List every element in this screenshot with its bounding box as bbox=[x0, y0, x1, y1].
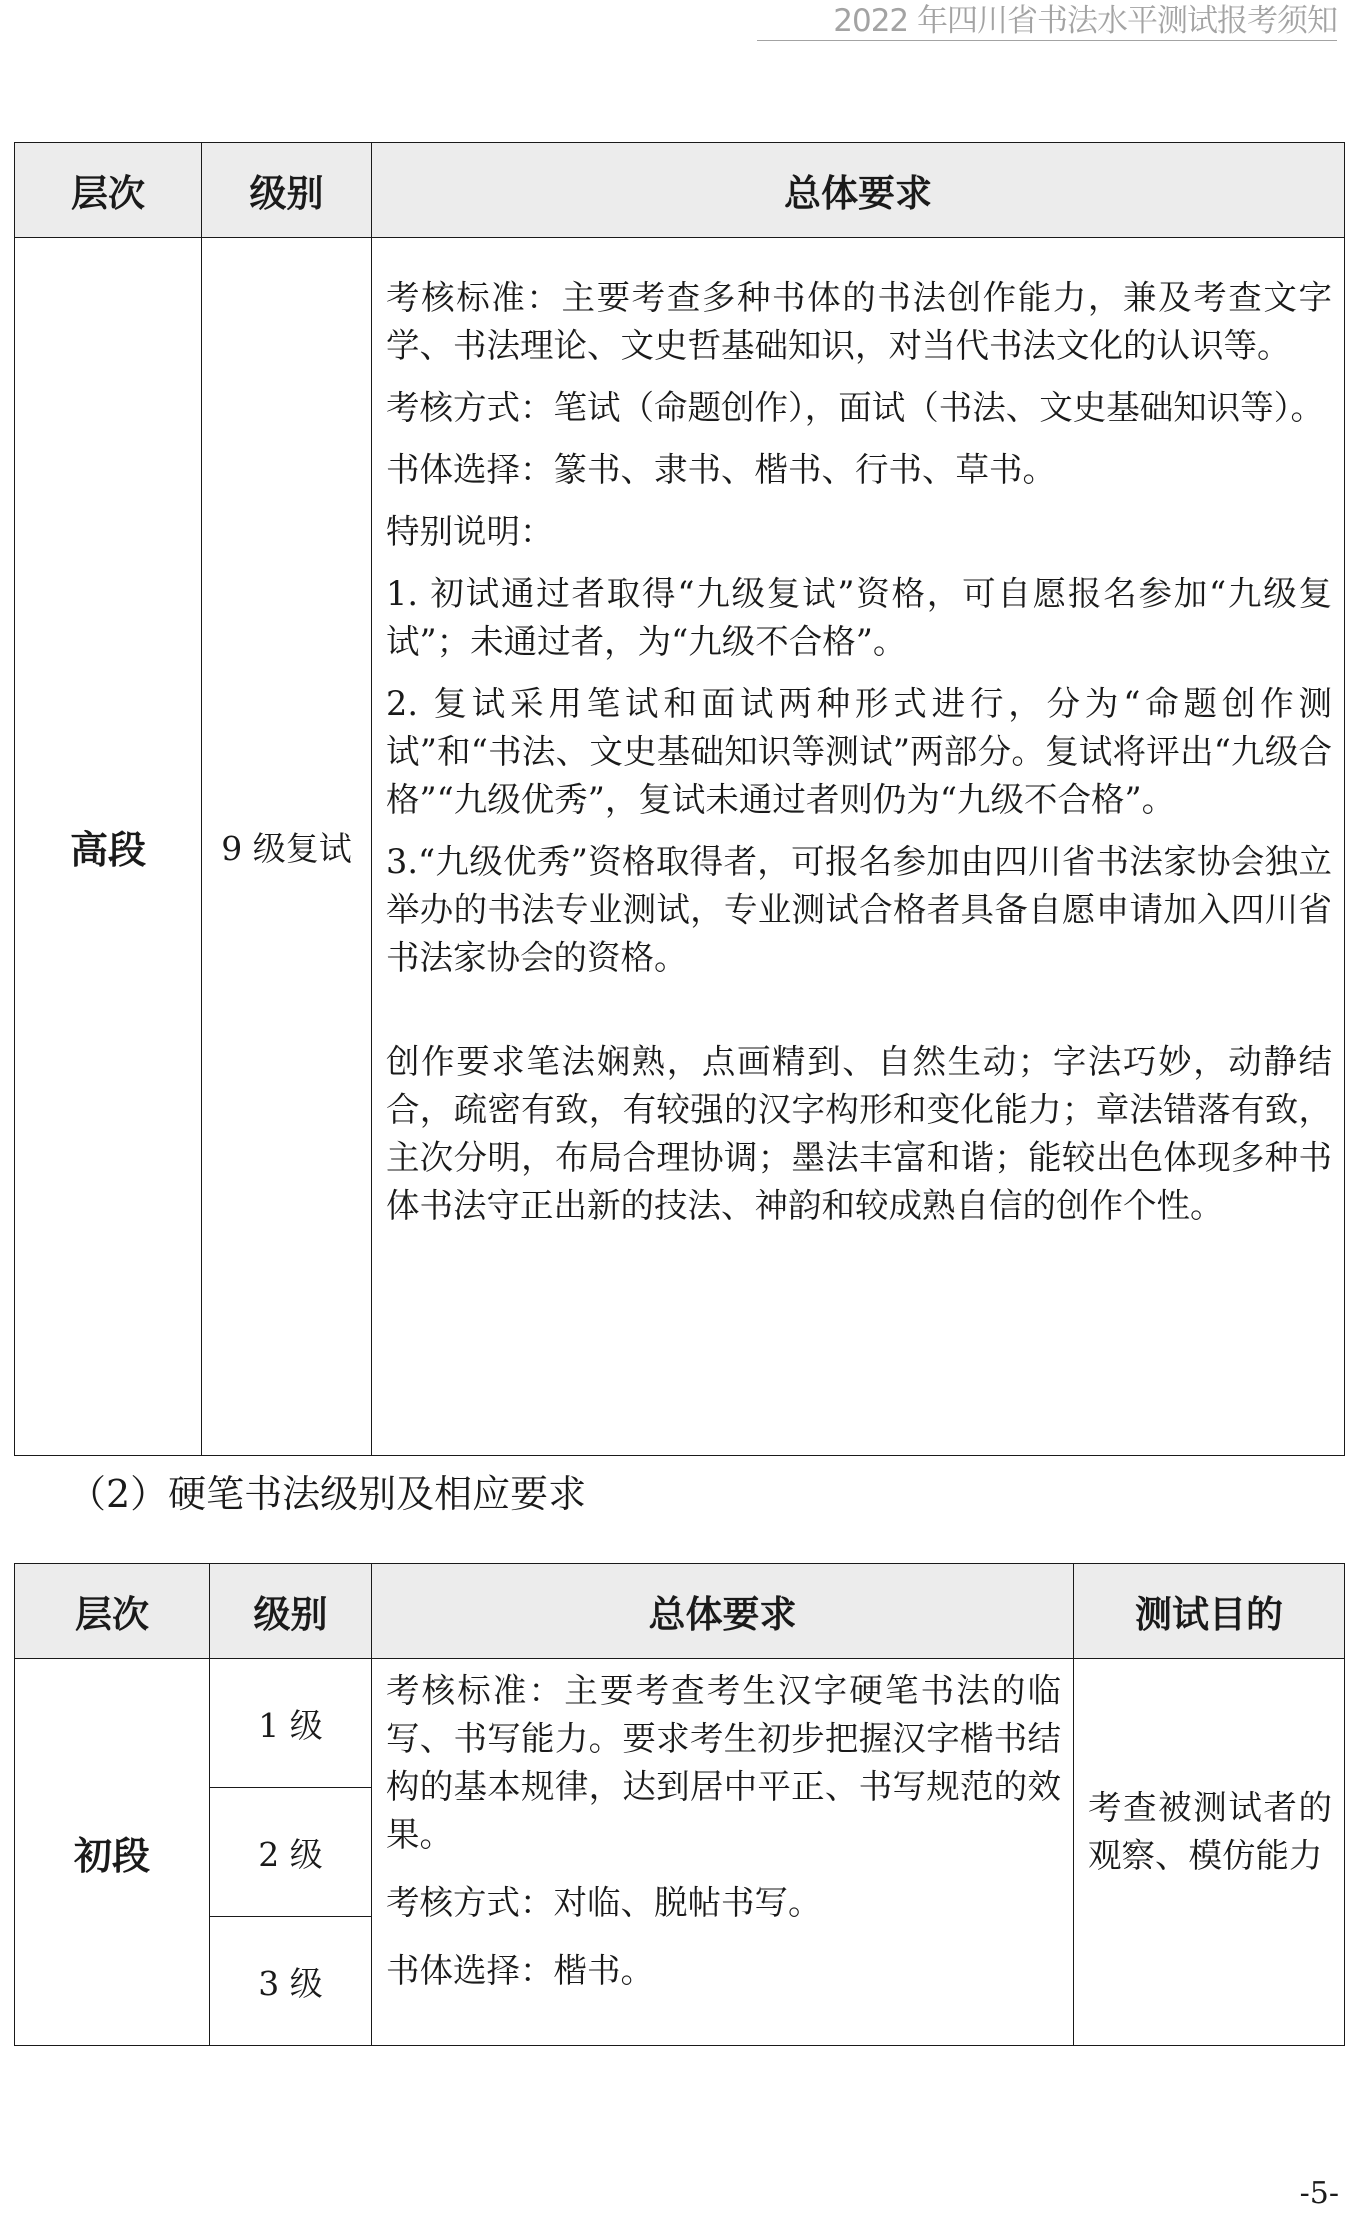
header-cell-level: 级别 bbox=[210, 1564, 372, 1659]
table-header-row bbox=[15, 1564, 1345, 1659]
header-cell-level: 级别 bbox=[202, 143, 372, 238]
requirement-paragraph: 2. 复试采用笔试和面试两种形式进行，分为“命题创作测试”和“书法、文史基础知识等测试”两部分。复试将评出“九级合格”“九级优秀”，复试未通过者则仍为“九级不合格”。 bbox=[386, 684, 1332, 819]
table-row bbox=[15, 1659, 1345, 1788]
requirement-paragraph: 书体选择：篆书、隶书、楷书、行书、草书。 bbox=[386, 450, 1056, 489]
header-cell-tier: 层次 bbox=[15, 1564, 210, 1659]
requirement-paragraph: 特别说明： bbox=[386, 512, 554, 551]
requirement-paragraph: 书体选择：楷书。 bbox=[386, 1951, 654, 1990]
requirement-paragraph: 创作要求笔法娴熟，点画精到、自然生动；字法巧妙，动静结合，疏密有致，有较强的汉字构形和变化能力；章法错落有致，主次分明，布局合理协调；墨法丰富和谐；能较出色体现多种书体书法守正出新的技法、神韵和较成熟自信的创作个性。 bbox=[386, 1042, 1332, 1225]
header-cell-requirements: 总体要求 bbox=[372, 1564, 1074, 1659]
requirements-cell bbox=[372, 238, 1345, 1456]
requirement-paragraph: 3.“九级优秀”资格取得者，可报名参加由四川省书法家协会独立举办的书法专业测试，专业测试合格者具备自愿申请加入四川省书法家协会的资格。 bbox=[386, 842, 1332, 977]
running-header: 2022 年四川省书法水平测试报考须知 bbox=[757, 4, 1337, 41]
requirement-paragraph: 考核标准：主要考查多种书体的书法创作能力，兼及考查文字学、书法理论、文史哲基础知识，对当代书法文化的认识等。 bbox=[386, 278, 1332, 365]
section-caption: （2）硬笔书法级别及相应要求 bbox=[68, 1472, 587, 1516]
purpose-cell: 考查被测试者的观察、模仿能力 bbox=[1074, 1659, 1345, 2046]
requirement-paragraph: 考核方式：笔试（命题创作），面试（书法、文史基础知识等）。 bbox=[386, 388, 1324, 427]
level-cell: 1 级 bbox=[210, 1659, 372, 1788]
segment-cell: 初段 bbox=[15, 1659, 210, 2046]
requirement-paragraph: 考核方式：对临、脱帖书写。 bbox=[386, 1883, 822, 1922]
header-cell-tier: 层次 bbox=[15, 143, 202, 238]
level-cell: 3 级 bbox=[210, 1917, 372, 2046]
hard-pen-calligraphy-table bbox=[14, 1563, 1345, 2046]
requirements-cell bbox=[372, 1659, 1074, 2046]
header-cell-purpose: 测试目的 bbox=[1074, 1564, 1345, 1659]
level-cell: 2 级 bbox=[210, 1788, 372, 1917]
table-row bbox=[15, 238, 1345, 1456]
brush-calligraphy-table bbox=[14, 142, 1345, 1456]
level-cell: 9 级复试 bbox=[202, 238, 372, 1456]
table-header-row bbox=[15, 143, 1345, 238]
page-number: -5- bbox=[1299, 2176, 1339, 2211]
requirement-paragraph: 1. 初试通过者取得“九级复试”资格，可自愿报名参加“九级复试”；未通过者，为“九级不合格”。 bbox=[386, 574, 1332, 661]
segment-cell: 高段 bbox=[15, 238, 202, 1456]
requirement-paragraph: 考核标准：主要考查考生汉字硬笔书法的临写、书写能力。要求考生初步把握汉字楷书结构的基本规律，达到居中平正、书写规范的效果。 bbox=[386, 1671, 1061, 1854]
header-cell-requirements: 总体要求 bbox=[372, 143, 1345, 238]
